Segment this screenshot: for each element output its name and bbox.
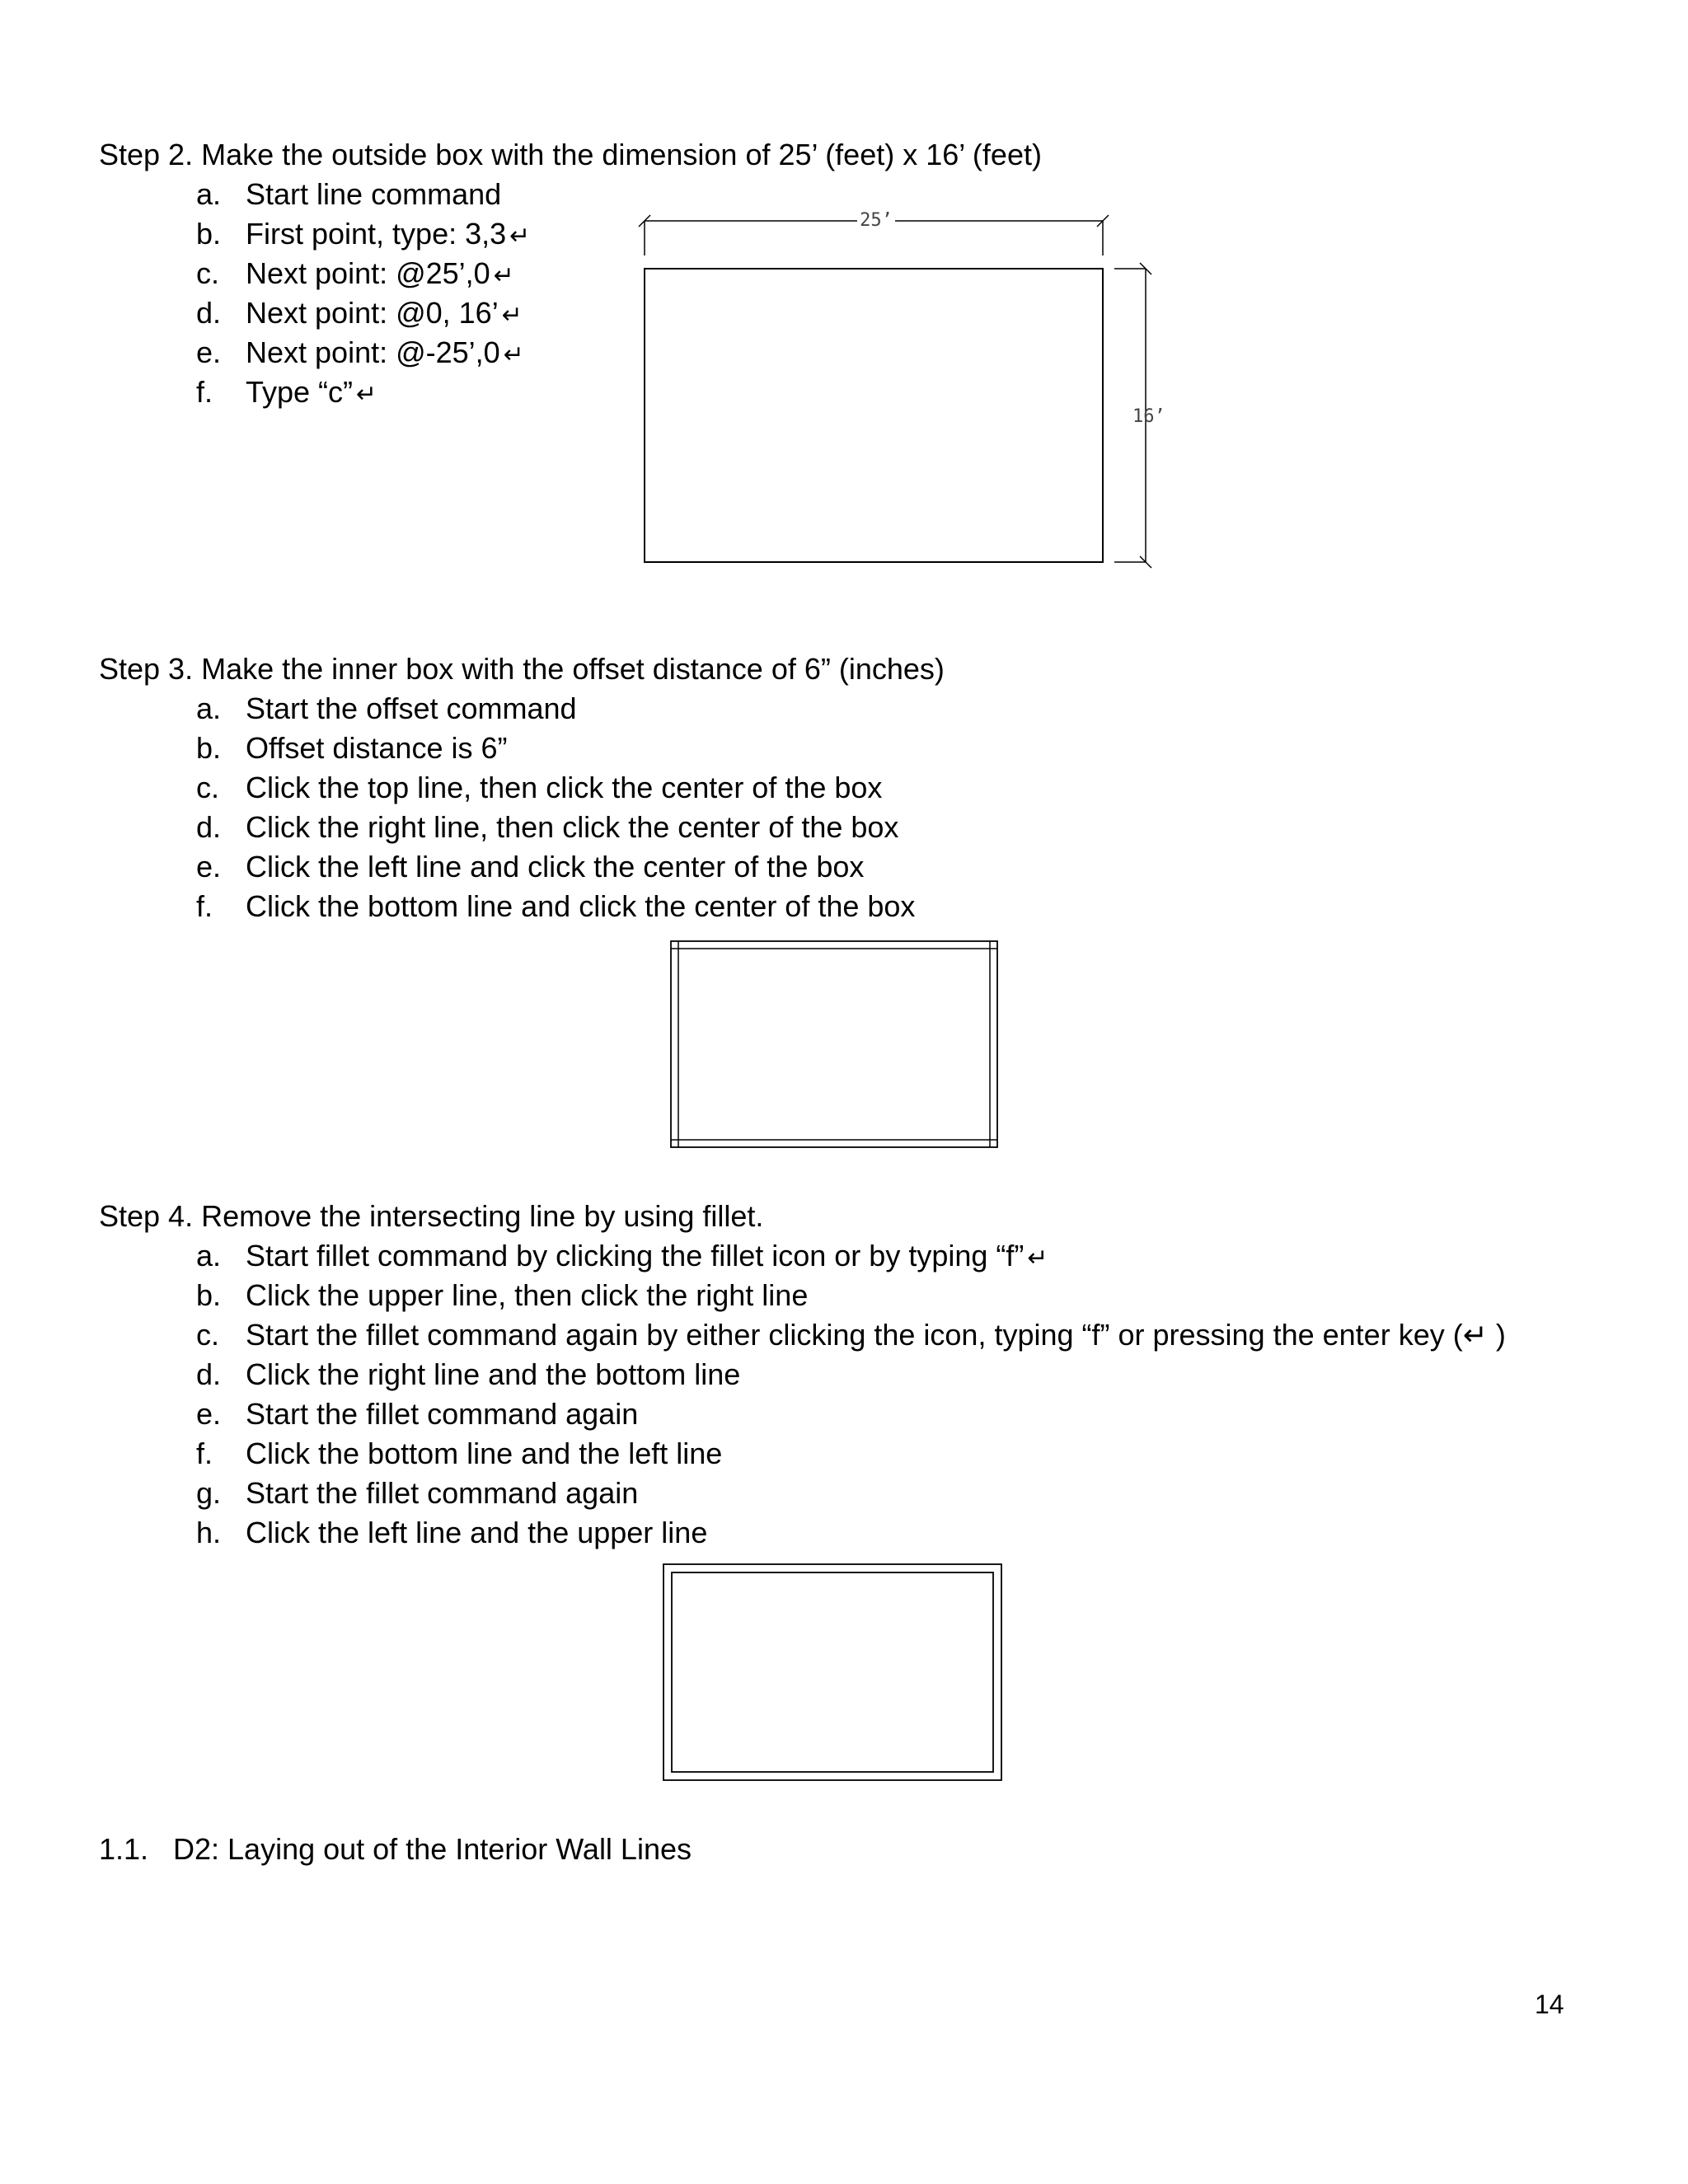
item-letter: h.: [196, 1516, 222, 1549]
item-text: Type “c”: [246, 375, 354, 409]
item-text: Click the bottom line and the left line: [246, 1436, 723, 1470]
item-letter: f.: [196, 1436, 213, 1470]
item-text: Click the right line, then click the center of the box: [246, 810, 899, 844]
section-title: D2: Laying out of the Interior Wall Lines: [173, 1832, 692, 1866]
item-letter: f.: [196, 889, 213, 923]
enter-key-icon: ↵: [1027, 1244, 1048, 1272]
item-letter: e.: [196, 850, 222, 883]
item-text: Start the fillet command again by either clicking the icon, typing “f” or pressing the enter key (↵ ): [246, 1318, 1506, 1352]
item-text: Start the offset command: [246, 691, 577, 725]
item-letter: d.: [196, 1357, 222, 1391]
step3-title: Step 3. Make the inner box with the offset distance of 6” (inches): [99, 652, 945, 686]
step2-item-f: [196, 374, 377, 413]
item-text: Start the fillet command again: [246, 1397, 639, 1431]
inner-wall-box: [672, 1572, 993, 1772]
item-text: Click the upper line, then click the right line: [246, 1278, 809, 1312]
item-text: Next point: @25’,0: [246, 256, 490, 290]
item-letter: a.: [196, 1239, 222, 1272]
step4-title: Step 4. Remove the intersecting line by using fillet.: [99, 1199, 764, 1233]
page-number: 14: [1535, 1990, 1564, 2019]
step2-item-b: [196, 216, 530, 255]
step3-item-d: [196, 809, 898, 846]
step3-item-c: [196, 770, 882, 806]
item-letter: c.: [196, 256, 220, 290]
item-text: Click the top line, then click the center of the box: [246, 771, 883, 804]
outside-box-figure: [635, 206, 1179, 577]
item-text: Next point: @-25’,0: [246, 335, 500, 369]
step2-title: Step 2. Make the outside box with the dimension of 25’ (feet) x 16’ (feet): [99, 138, 1042, 171]
width-dimension-label: 25’: [860, 210, 893, 231]
section-heading: [99, 1831, 692, 1868]
item-text: Start the fillet command again: [246, 1476, 639, 1510]
enter-key-icon: ↵: [356, 380, 377, 409]
step4-item-c: [196, 1317, 1506, 1353]
enter-key-icon: ↵: [501, 301, 523, 330]
item-letter: e.: [196, 335, 222, 369]
step4-item-d: [196, 1357, 740, 1393]
item-letter: e.: [196, 1397, 222, 1431]
item-text: Click the bottom line and click the center of the box: [246, 889, 916, 923]
item-text: Click the left line and the upper line: [246, 1516, 708, 1549]
offset-box-figure: [669, 940, 1002, 1154]
item-letter: b.: [196, 217, 222, 251]
step3-item-b: [196, 730, 507, 766]
step3-item-f: [196, 888, 915, 925]
fillet-box-figure: [662, 1563, 1006, 1785]
item-letter: g.: [196, 1476, 222, 1510]
item-letter: c.: [196, 1318, 220, 1352]
step3-item-a: [196, 691, 577, 727]
section-number: 1.1.: [99, 1832, 149, 1866]
item-letter: f.: [196, 375, 213, 409]
item-text: Click the left line and click the center of the box: [246, 850, 865, 883]
item-text: Start fillet command by clicking the fillet icon or by typing “f”: [246, 1239, 1025, 1272]
item-text: Next point: @0, 16’: [246, 296, 499, 330]
item-letter: b.: [196, 731, 222, 765]
item-letter: b.: [196, 1278, 222, 1312]
step4-item-h: [196, 1515, 707, 1551]
enter-key-icon: ↵: [509, 222, 531, 251]
step2-item-e: [196, 335, 524, 373]
outer-box: [671, 941, 997, 1147]
step4-item-f: [196, 1436, 722, 1472]
item-letter: d.: [196, 810, 222, 844]
step4-item-g: [196, 1475, 638, 1511]
item-letter: a.: [196, 177, 222, 211]
step2-item-a: [196, 176, 501, 213]
step4-item-e: [196, 1396, 638, 1432]
enter-key-icon: ↵: [493, 261, 514, 290]
item-text: Offset distance is 6”: [246, 731, 508, 765]
item-letter: d.: [196, 296, 222, 330]
item-text: First point, type: 3,3: [246, 217, 507, 251]
item-letter: a.: [196, 691, 222, 725]
step3-item-e: [196, 849, 864, 885]
outside-box: [645, 269, 1103, 562]
step4-item-b: [196, 1277, 808, 1314]
step4-item-a: [196, 1238, 1048, 1277]
item-text: Start line command: [246, 177, 502, 211]
step2-item-d: [196, 295, 523, 334]
step2-item-c: [196, 255, 514, 294]
outer-wall-box: [663, 1564, 1001, 1780]
height-dimension-label: 16’: [1132, 406, 1165, 427]
item-letter: c.: [196, 771, 220, 804]
enter-key-icon: ↵: [503, 340, 524, 369]
item-text: Click the right line and the bottom line: [246, 1357, 741, 1391]
